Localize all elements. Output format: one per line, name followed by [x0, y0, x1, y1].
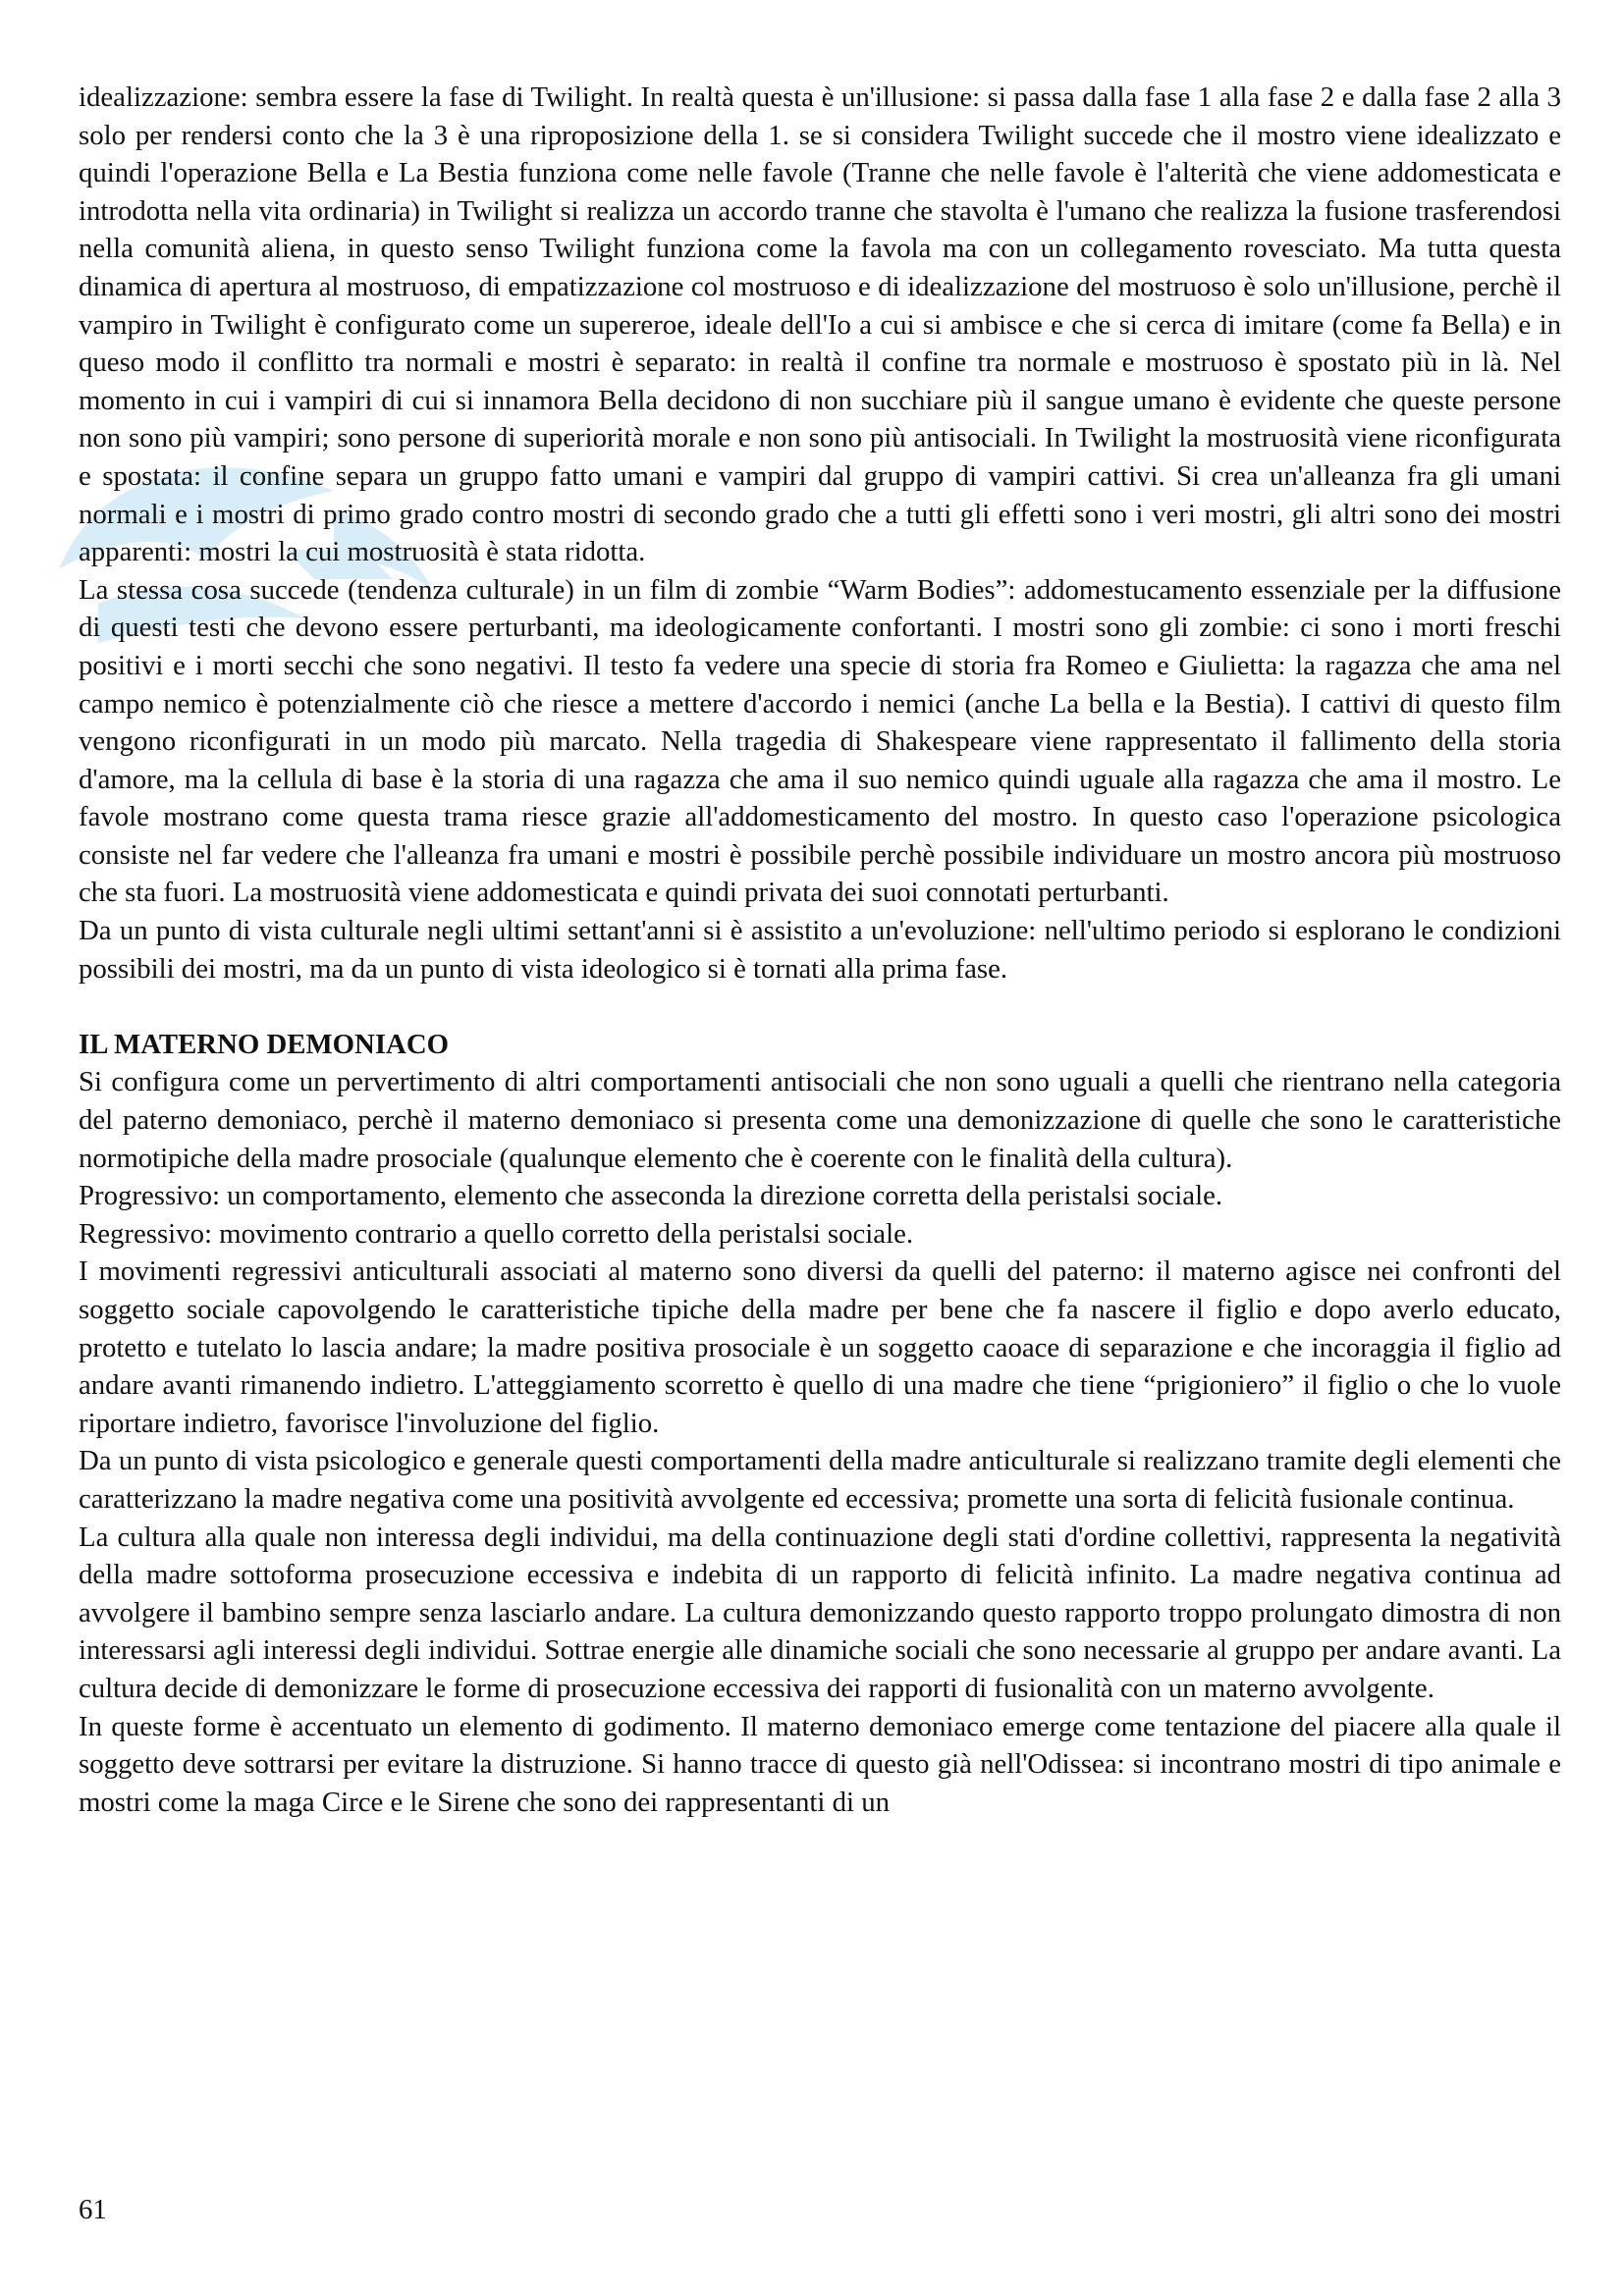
section-heading: IL MATERNO DEMONIACO [79, 1028, 450, 1060]
paragraph-godimento: In queste forme è accentuato un elemento di godimento. Il materno demoniaco emerge come tentazione del piacere alla quale il soggetto deve sottrarsi per evitare la distruzione. Si hanno tracce di questo già nell'Odissea: si incontrano mostri di tipo animale e mostri come la maga Circe e le Sirene che sono dei rappresentanti di un [79, 1710, 1561, 1818]
paragraph-materno-definition: Si configura come un pervertimento di altri comportamenti antisociali che non sono uguali a quelli che rientrano nella categoria del paterno demoniaco, perchè il materno demoniaco si presenta come una demonizzazione di quelle che sono le caratteristiche normotipiche della madre prosociale (qualunque elemento che è coerente con le finalità della cultura). [79, 1066, 1561, 1174]
page-number: 61 [79, 2194, 107, 2225]
paragraph-warm-bodies: La stessa cosa succede (tendenza culturale) in un film di zombie “Warm Bodies”: addomestucamento essenziale per la diffusione di questi testi che devono essere perturbanti, ma ideologicamente confortanti. I mostri sono gli zombie: ci sono i morti freschi positivi e i morti secchi che sono negativi. Il testo fa vedere una specie di storia fra Romeo e Giulietta: la ragazza che ama nel campo nemico è potenzialmente ciò che riesce a mettere d'accordo i nemici (anche La bella e la Bestia). I cattivi di questo film vengono riconfigurati in un modo più marcato. Nella tragedia di Shakespeare viene rappresentato il fallimento della storia d'amore, ma la cellula di base è la storia di una ragazza che ama il suo nemico quindi uguale alla ragazza che ama il mostro. Le favole mostrano come questa trama riesce grazie all'addomesticamento del mostro. In questo caso l'operazione psicologica consiste nel far vedere che l'alleanza fra umani e mostri è possibile perchè possibile individuare un mostro ancora più mostruoso che sta fuori. La mostruosità viene addomesticata e quindi privata dei suoi connotati perturbanti. [79, 573, 1561, 909]
paragraph-regressivo: Regressivo: movimento contrario a quello corretto della peristalsi sociale. [79, 1217, 914, 1250]
paragraph-cultura-negativita: La cultura alla quale non interessa degli individui, ma della continuazione degli stati d'ordine collettivi, rappresenta la negatività della madre sottoforma prosecuzione eccessiva e indebita di un rapporto di felicità infinito. La madre negativa continua ad avvolgere il bambino sempre senza lasciarlo andare. La cultura demonizzando questo rapporto troppo prolungato dimostra di non interessarsi agli interessi degli individui. Sottrae energie alle dinamiche sociali che sono necessarie al gruppo per andare avanti. La cultura decide di demonizzare le forme di prosecuzione eccessiva dei rapporti di fusionalità con un materno avvolgente. [79, 1521, 1561, 1704]
document-body [79, 79, 1561, 1821]
paragraph-movimenti-regressivi: I movimenti regressivi anticulturali associati al materno sono diversi da quelli del paterno: il materno agisce nei confronti del soggetto sociale capovolgendo le caratteristiche tipiche della madre per bene che fa nascere il figlio e dopo averlo educato, protetto e tutelato lo lascia andare; la madre positiva prosociale è un soggetto caoace di separazione e che incoraggia il figlio ad andare avanti rimanendo indietro. L'atteggiamento scorretto è quello di una madre che tiene “prigioniero” il figlio o che lo vuole riportare indietro, favorisce l'involuzione del figlio. [79, 1255, 1561, 1439]
paragraph-cultural-evolution: Da un punto di vista culturale negli ultimi settant'anni si è assistito a un'evoluzione: nell'ultimo periodo si esplorano le condizioni possibili dei mostri, ma da un punto di vista ideologico si è tornati alla prima fase. [79, 915, 1561, 985]
paragraph-punto-di-vista-psicologico: Da un punto di vista psicologico e generale questi comportamenti della madre anticulturale si realizzano tramite degli elementi che caratterizzano la madre negativa come una positività avvolgente ed eccessiva; promette una sorta di felicità fusionale continua. [79, 1445, 1561, 1515]
paragraph-progressivo: Progressivo: un comportamento, elemento che asseconda la direzione corretta della peristalsi sociale. [79, 1180, 1223, 1212]
paragraph-twilight: idealizzazione: sembra essere la fase di Twilight. In realtà questa è un'illusione: si passa dalla fase 1 alla fase 2 e dalla fase 2 alla 3 solo per rendersi conto che la 3 è una riproposizione della 1. se si considera Twilight succede che il mostro viene idealizzato e quindi l'operazione Bella e La Bestia funziona come nelle favole (Tranne che nelle favole è l'alterità che viene addomesticata e introdotta nella vita ordinaria) in Twilight si realizza un accordo tranne che stavolta è l'umano che realizza la fusione trasferendosi nella comunità aliena, in questo senso Twilight funziona come la favola ma con un collegamento rovesciato. Ma tutta questa dinamica di apertura al mostruoso, di empatizzazione col mostruoso e di idealizzazione del mostruoso è solo un'illusione, perchè il vampiro in Twilight è configurato come un supereroe, ideale dell'Io a cui si ambisce e che si cerca di imitare (come fa Bella) e in queso modo il conflitto tra normali e mostri è separato: in realtà il confine tra normale e mostruoso è spostato più in là. Nel momento in cui i vampiri di cui si innamora Bella decidono di non succhiare più il sangue umano è evidente che queste persone non sono più vampiri; sono persone di superiorità morale e non sono più antisociali. In Twilight la mostruosità viene riconfigurata e spostata: il confine separa un gruppo fatto umani e vampiri dal gruppo di vampiri cattivi. Si crea un'alleanza fra gli umani normali e i mostri di primo grado contro mostri di secondo grado che a tutti gli effetti sono i veri mostri, gli altri sono dei mostri apparenti: mostri la cui mostruosità è stata ridotta. [79, 81, 1561, 568]
